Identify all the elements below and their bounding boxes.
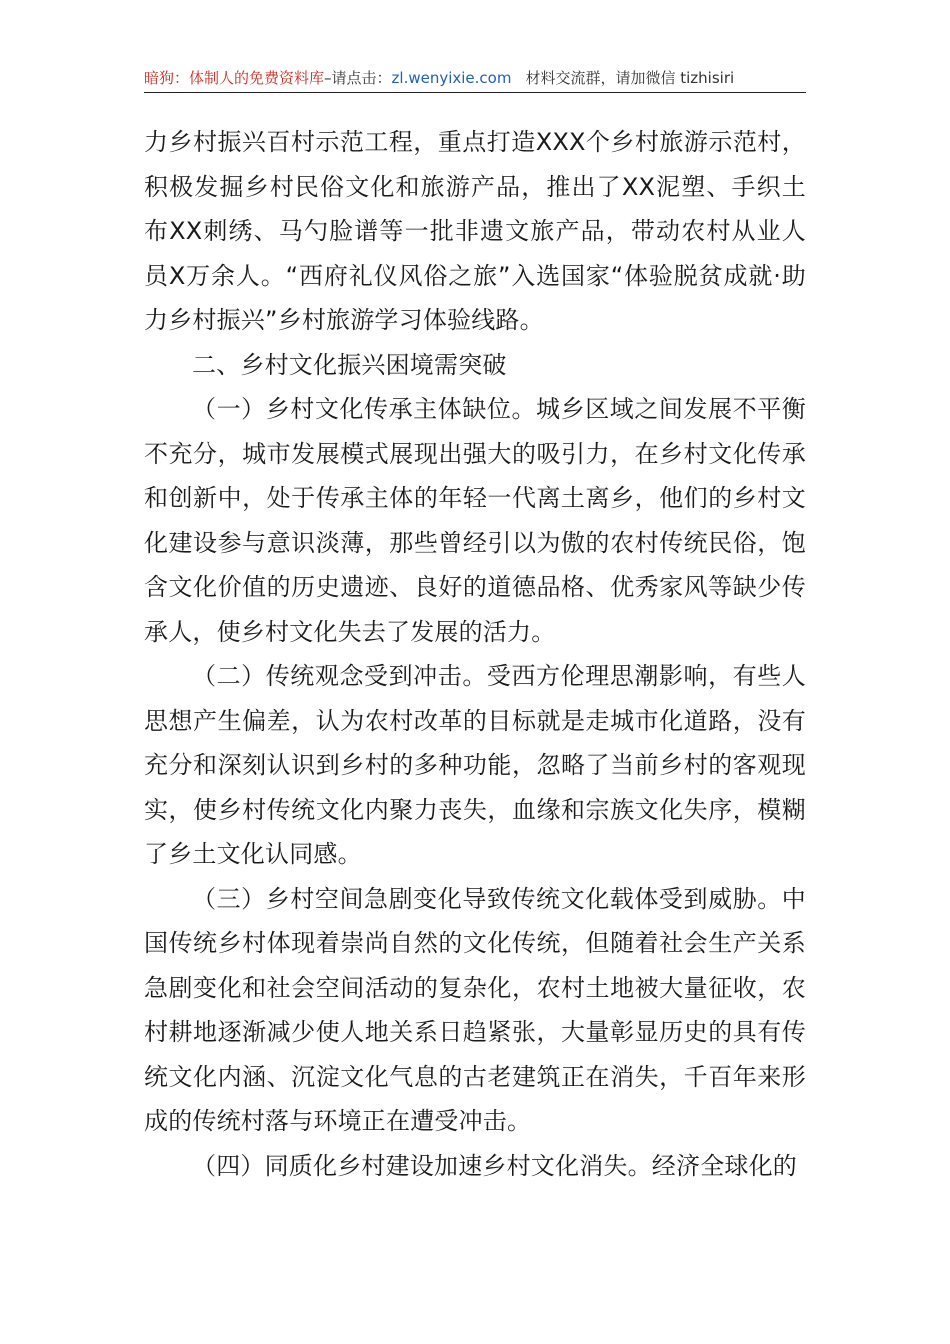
header-prompt: –请点击： xyxy=(324,69,392,87)
section-heading: 二、乡村文化振兴困境需突破 xyxy=(192,350,507,379)
header-link[interactable]: zl.wenyixie.com xyxy=(391,69,512,87)
paragraph-2: （二）传统观念受到冲击。受西方伦理思潮影响，有些人思想产生偏差，认为农村改革的目标就是走城市化道路，没有充分和深刻认识到乡村的多种功能，忽略了当前乡村的客观现实，使乡村传统文化内聚力丧失，血缘和宗族文化失序，模糊了乡土文化认同感。 xyxy=(144,662,806,868)
header-note: 材料交流群，请加微信 tizhisiri xyxy=(525,69,735,87)
page-header xyxy=(144,64,806,93)
document-body xyxy=(144,120,806,1188)
header-brand: 暗狗：体制人的免费资料库 xyxy=(144,69,325,87)
paragraph-continuation: 力乡村振兴百村示范工程，重点打造XXX个乡村旅游示范村，积极发掘乡村民俗文化和旅游产品，推出了XX泥塑、手织土布XX刺绣、马勺脸谱等一批非遗文旅产品，带动农村从业人员X万余人。“西府礼仪风俗之旅”入选国家“体验脱贫成就·助力乡村振兴”乡村旅游学习体验线路。 xyxy=(144,128,806,334)
paragraph-4: （四）同质化乡村建设加速乡村文化消失。经济全球化的 xyxy=(192,1151,797,1180)
paragraph-3: （三）乡村空间急剧变化导致传统文化载体受到威胁。中国传统乡村体现着崇尚自然的文化传统，但随着社会生产关系急剧变化和社会空间活动的复杂化，农村土地被大量征收，农村耕地逐渐减少使人地关系日趋紧张，大量彰显历史的具有传统文化内涵、沉淀文化气息的古老建筑正在消失，千百年来形成的传统村落与环境正在遭受冲击。 xyxy=(144,884,806,1135)
paragraph-1: （一）乡村文化传承主体缺位。城乡区域之间发展不平衡不充分，城市发展模式展现出强大的吸引力，在乡村文化传承和创新中，处于传承主体的年轻一代离土离乡，他们的乡村文化建设参与意识淡薄，那些曾经引以为傲的农村传统民俗，饱含文化价值的历史遗迹、良好的道德品格、优秀家风等缺少传承人，使乡村文化失去了发展的活力。 xyxy=(144,395,806,646)
